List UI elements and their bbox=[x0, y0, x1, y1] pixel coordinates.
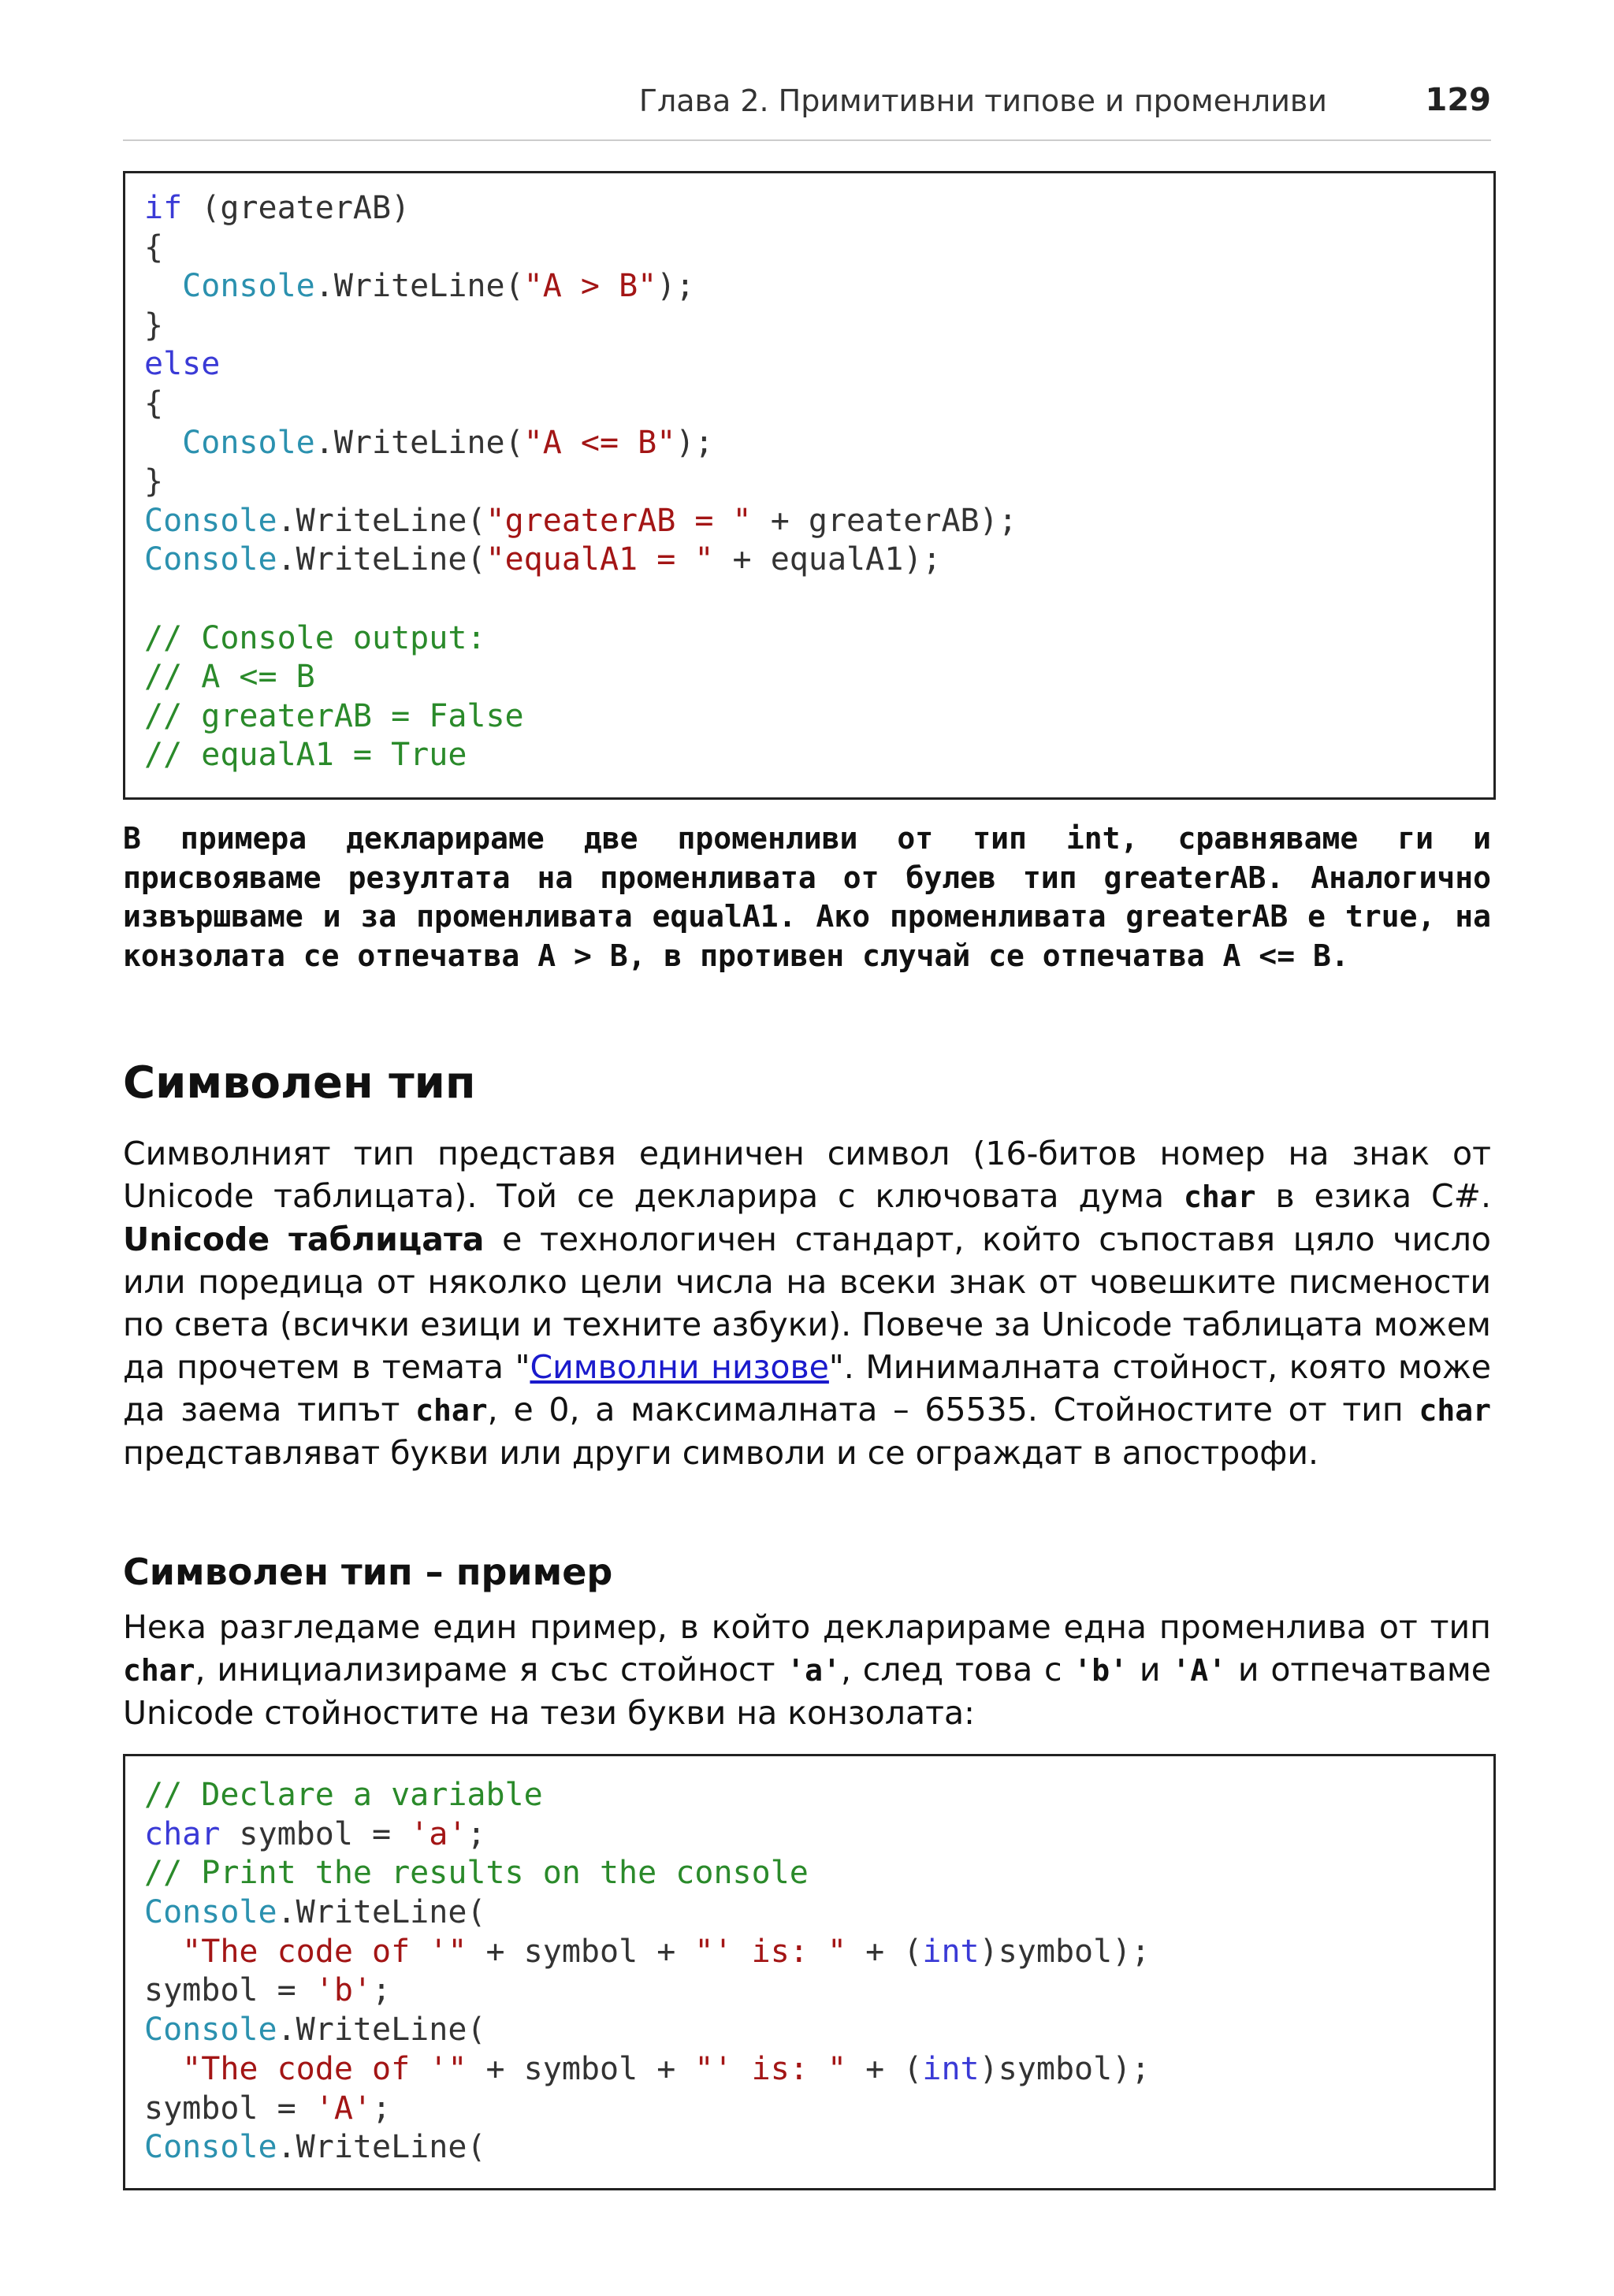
code-token: "The code of '" bbox=[182, 2050, 467, 2087]
code-token: "greaterAB = " bbox=[485, 502, 752, 539]
code-token: } bbox=[144, 463, 164, 500]
code-token: Console bbox=[144, 1894, 277, 1931]
code-token: char bbox=[144, 1815, 221, 1852]
code-token: // equalA1 = True bbox=[144, 737, 467, 774]
code-token: 'b' bbox=[314, 1972, 372, 2009]
section-paragraph bbox=[123, 1132, 1491, 1474]
code-token: // Console output: bbox=[144, 619, 486, 656]
code-token: ); bbox=[656, 268, 695, 305]
code-token bbox=[144, 268, 182, 304]
chapter-title: Глава 2. Примитивни типове и променливи bbox=[638, 84, 1327, 118]
code-line bbox=[144, 307, 1493, 346]
code-token: if bbox=[144, 190, 183, 226]
code-line bbox=[144, 1933, 1493, 1972]
code-line bbox=[144, 2128, 1493, 2168]
header-divider bbox=[123, 139, 1491, 141]
code-token: + ( bbox=[846, 2050, 923, 2087]
code-line bbox=[144, 1854, 1493, 1893]
inline-code: char bbox=[1419, 1393, 1492, 1428]
code-token: Console bbox=[144, 541, 277, 578]
code-line bbox=[144, 541, 1493, 580]
text-run: , е 0, а максималната – 65535. Стойностите от тип bbox=[487, 1391, 1419, 1428]
code-token: "The code of '" bbox=[182, 1933, 467, 1970]
code-token: // greaterAB = False bbox=[144, 697, 524, 734]
code-token: .WriteLine( bbox=[277, 2129, 486, 2166]
code-token: + equalA1); bbox=[713, 541, 942, 578]
code-line bbox=[144, 189, 1493, 228]
code-token: "A <= B" bbox=[523, 424, 676, 461]
code-token: .WriteLine( bbox=[277, 541, 486, 578]
text-run: , след това с bbox=[840, 1651, 1074, 1689]
code-token: (greaterAB) bbox=[182, 190, 411, 226]
code-token: // Print the results on the console bbox=[144, 1855, 809, 1892]
inline-code: 'a' bbox=[787, 1653, 841, 1688]
code-token: symbol = bbox=[144, 1972, 315, 2009]
code-token: else bbox=[144, 346, 221, 383]
code-token: 'a' bbox=[410, 1815, 467, 1852]
code-token: Console bbox=[144, 2129, 277, 2166]
text-run: и отпечатваме Unicode стойностите на тези букви на конзолата: bbox=[123, 1651, 1492, 1732]
code-token: + ( bbox=[846, 1933, 923, 1970]
section-heading: Символен тип bbox=[123, 1057, 476, 1109]
text-run: в езика C#. bbox=[1255, 1177, 1491, 1215]
explanation-paragraph: В примера декларираме две променливи от тип int, сравняваме ги и присвояваме резултата на променливата от булев тип greaterAB. Аналогично извършваме и за променливата equalA1. Ако променливата greaterAB е true, на конзолата се отпечатва A > B, в противен случай се отпечатва A <= B. bbox=[123, 821, 1491, 973]
strings-chapter-link[interactable]: Символни низове bbox=[530, 1348, 829, 1386]
code-line bbox=[144, 1776, 1493, 1815]
code-token: int bbox=[922, 2050, 980, 2087]
code-line bbox=[144, 2011, 1493, 2050]
code-line bbox=[144, 385, 1493, 424]
code-token: ); bbox=[675, 424, 714, 461]
code-token: "' is: " bbox=[694, 2050, 847, 2087]
code-line bbox=[144, 2090, 1493, 2129]
code-line bbox=[144, 2050, 1493, 2090]
text-run: Символният тип представя единичен символ (16-битов номер на знак от Unicode таблицата). Той се декларира с ключовата дума bbox=[123, 1135, 1491, 1215]
code-token: symbol = bbox=[220, 1815, 411, 1852]
code-token: ; bbox=[372, 2090, 392, 2127]
code-token: .WriteLine( bbox=[314, 424, 524, 461]
code-token: Console bbox=[144, 2012, 277, 2049]
subsection-heading: Символен тип – пример bbox=[123, 1551, 613, 1593]
text-run: и bbox=[1128, 1651, 1173, 1689]
code-line bbox=[144, 424, 1493, 463]
code-line bbox=[144, 463, 1493, 502]
inline-code: char bbox=[1184, 1180, 1256, 1214]
code-token: { bbox=[144, 385, 164, 422]
code-line bbox=[144, 228, 1493, 268]
code-line bbox=[144, 697, 1493, 737]
code-token: .WriteLine( bbox=[314, 268, 524, 305]
inline-code: 'b' bbox=[1073, 1653, 1129, 1688]
code-token: + greaterAB); bbox=[751, 502, 1017, 539]
code-block-comparison bbox=[123, 171, 1496, 800]
code-token: 'A' bbox=[314, 2090, 372, 2127]
text-run: представляват букви или други символи и се ограждат в апострофи. bbox=[123, 1434, 1319, 1472]
code-token bbox=[144, 2051, 182, 2087]
code-line bbox=[144, 580, 1493, 619]
code-line bbox=[144, 619, 1493, 659]
code-token: )symbol); bbox=[979, 2050, 1151, 2087]
code-token: { bbox=[144, 228, 164, 266]
inline-code: char bbox=[123, 1653, 195, 1688]
text-run: Нека разгледаме един пример, в който декларираме една променлива от тип bbox=[123, 1608, 1491, 1646]
text-run: ". Минималната стойност, която може да заема типът bbox=[123, 1348, 1491, 1428]
code-token: .WriteLine( bbox=[277, 502, 486, 539]
bold-term: Unicode таблицата bbox=[123, 1220, 485, 1258]
subsection-paragraph bbox=[123, 1606, 1491, 1734]
code-line bbox=[144, 345, 1493, 385]
code-block-char-example bbox=[123, 1754, 1496, 2190]
code-token: ; bbox=[372, 1972, 392, 2009]
code-line bbox=[144, 658, 1493, 697]
code-token: .WriteLine( bbox=[277, 2012, 486, 2049]
code-token: + symbol + bbox=[467, 1933, 695, 1970]
code-token: + symbol + bbox=[467, 2050, 695, 2087]
text-run: е технологичен стандарт, който съпоставя цяло число или поредица от няколко цели числа на всеки знак от човешките писмености по света (всички езици и техните азбуки). Повече за Unicode таблицата можем да прочетем в темата " bbox=[123, 1220, 1491, 1386]
code-token: // A <= B bbox=[144, 659, 315, 696]
code-token: // Declare a variable bbox=[144, 1777, 543, 1813]
code-token: .WriteLine( bbox=[277, 1894, 486, 1931]
code-token: Console bbox=[182, 268, 315, 305]
code-token: "A > B" bbox=[523, 268, 657, 305]
code-line bbox=[144, 267, 1493, 307]
code-token: } bbox=[144, 307, 164, 344]
code-line bbox=[144, 1815, 1493, 1855]
code-token: int bbox=[922, 1933, 980, 1970]
running-header bbox=[123, 79, 1491, 126]
inline-code: char bbox=[415, 1393, 488, 1428]
code-token: symbol = bbox=[144, 2090, 315, 2127]
code-token: )symbol); bbox=[979, 1933, 1151, 1970]
code-line bbox=[144, 1893, 1493, 1933]
code-token bbox=[144, 425, 182, 461]
code-token: Console bbox=[144, 502, 277, 539]
code-line bbox=[144, 502, 1493, 541]
page-number: 129 bbox=[1425, 82, 1491, 118]
text-run: , инициализираме я със стойност bbox=[195, 1651, 787, 1689]
code-token: Console bbox=[182, 424, 315, 461]
code-token: "' is: " bbox=[694, 1933, 847, 1970]
inline-code: 'A' bbox=[1172, 1653, 1227, 1688]
code-token: ; bbox=[467, 1815, 486, 1852]
code-token bbox=[144, 1934, 182, 1970]
code-token: "equalA1 = " bbox=[485, 541, 714, 578]
code-line bbox=[144, 736, 1493, 775]
code-line bbox=[144, 1971, 1493, 2011]
